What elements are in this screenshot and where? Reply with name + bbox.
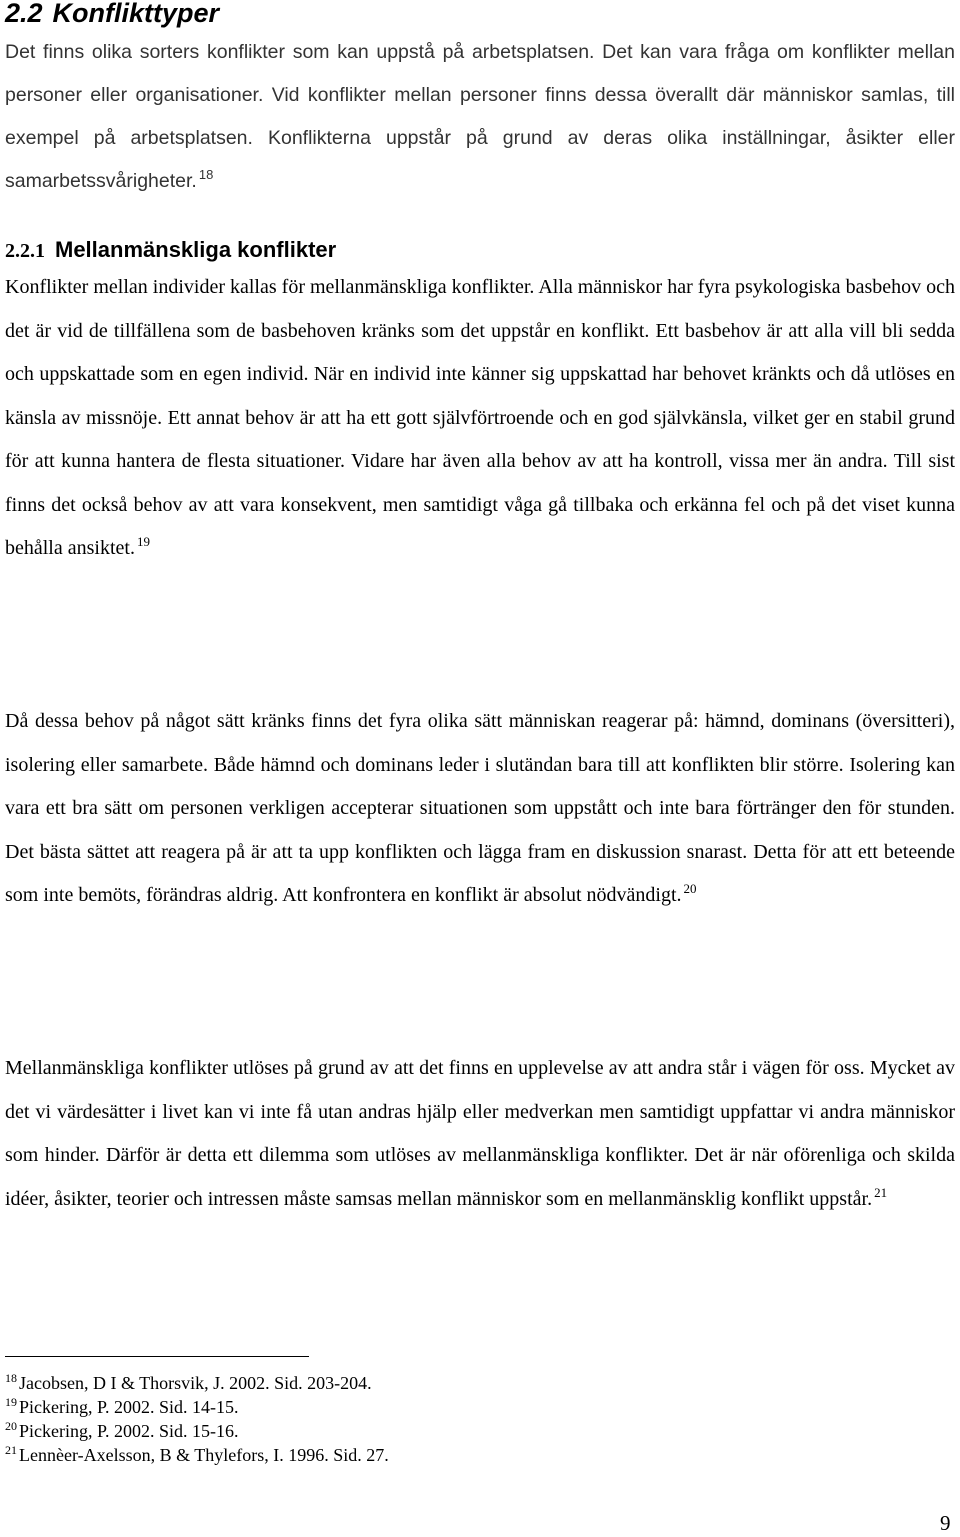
footnote-text: Pickering, P. 2002. Sid. 14-15. [19,1397,239,1417]
page-number: 9 [940,1511,951,1535]
footnote-number: 21 [5,1443,17,1458]
subsection-heading [5,231,336,270]
intro-paragraph [5,31,955,203]
footnote-ref: 19 [136,534,150,550]
footnote-number: 20 [5,1419,17,1434]
footnote-item [5,1371,705,1395]
footnote-item [5,1395,705,1419]
footnote-text: Pickering, P. 2002. Sid. 15-16. [19,1421,239,1441]
section-title: Konflikttyper [52,0,220,28]
body-paragraph [5,1047,955,1221]
footnote-separator [5,1356,309,1357]
body-paragraph [5,266,955,571]
footnote-ref: 20 [683,881,697,897]
footnote-number: 18 [5,1371,17,1386]
footnote-text: Lennèer-Axelsson, B & Thylefors, I. 1996. Sid. 27. [19,1445,389,1465]
body-paragraph [5,700,955,918]
footnote-text: Jacobsen, D I & Thorsvik, J. 2002. Sid. 203-204. [19,1373,372,1393]
intro-paragraph-text: Det finns olika sorters konflikter som kan uppstå på arbetsplatsen. Det kan vara fråga om konflikter mellan personer eller organisationer. Vid konflikter mellan personer finns dessa överallt där människor samlas, till exempel på arbetsplatsen. Konflikterna uppstår på grund av deras olika inställningar, åsikter eller samarbetssvårigheter. [5,41,955,192]
body-paragraph-text: Då dessa behov på något sätt kränks finns det fyra olika sätt människan reagerar på: hämnd, dominans (översitteri), isolering eller samarbete. Både hämnd och dominans leder i slutändan bara till att konflikten blir större. Isolering kan vara ett bra sätt om personen verkligen accepterar situationen som uppstått och inte bara förtränger den för stunden. Det bästa sättet att reagera på är att ta upp konflikten och lägga fram en diskussion snarast. Detta för att ett beteende som inte bemöts, förändras aldrig. Att konfrontera en konflikt är absolut nödvändigt. [5,710,955,906]
section-heading [5,0,219,32]
section-number: 2.2 [5,0,43,28]
subsection-number: 2.2.1 [5,240,45,262]
footnote-item [5,1443,705,1467]
footnote-list [5,1371,705,1467]
subsection-title: Mellanmänskliga konflikter [55,237,337,262]
footnote-number: 19 [5,1395,17,1410]
body-paragraph-text: Mellanmänskliga konflikter utlöses på grund av att det finns en upplevelse av att andra står i vägen för oss. Mycket av det vi värdesätter i livet kan vi inte få utan andras hjälp eller medverkan men samtidigt uppfattar vi andra människor som hinder. Därför är detta ett dilemma som utlöses av mellanmänskliga konflikter. Det är när oförenliga och skilda idéer, åsikter, teorier och intressen måste samsas mellan människor som en mellanmänsklig konflikt uppstår. [5,1057,955,1210]
footnote-ref: 18 [198,167,214,183]
footnote-ref: 21 [874,1184,888,1200]
body-paragraph-text: Konflikter mellan individer kallas för mellanmänskliga konflikter. Alla människor har fyra psykologiska basbehov och det är vid de tillfällena som de basbehoven kränks som det uppstår en konflikt. Ett basbehov är att alla vill bli sedda och uppskattade som en egen individ. När en individ inte känner sig uppskattad har behovet kränkts och då utlöses en känsla av missnöje. Ett annat behov är att ha ett gott självförtroende och en god självkänsla, vilket ger en stabil grund för att kunna hantera de flesta situationer. Vidare har även alla behov av att ha kontroll, vissa mer än andra. Till sist finns det också behov av att vara konsekvent, men samtidigt våga gå tillbaka och erkänna fel och på det viset kunna behålla ansiktet. [5,276,955,559]
footnote-item [5,1419,705,1443]
